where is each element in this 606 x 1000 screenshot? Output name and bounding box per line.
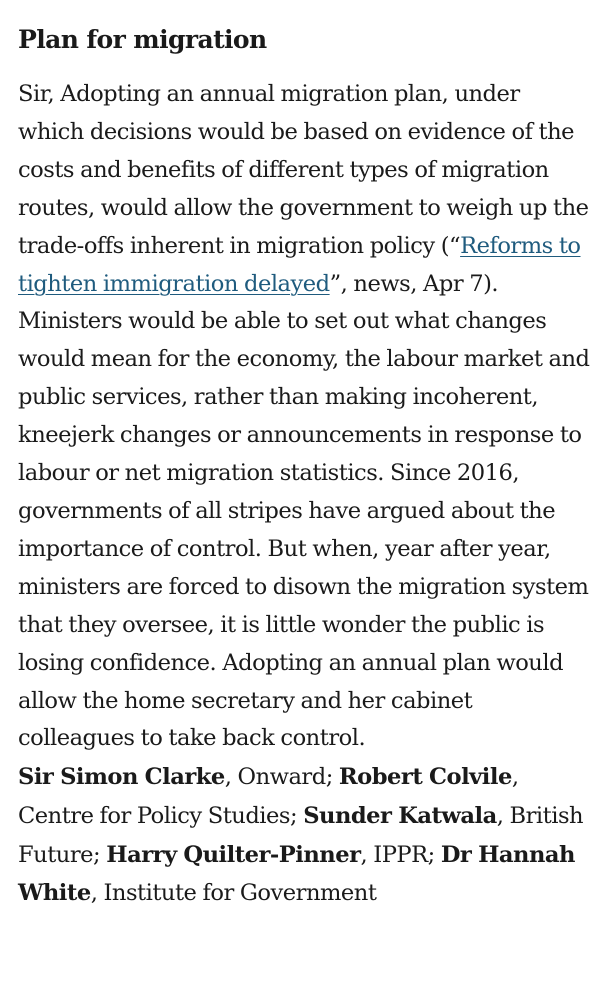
signatory-affiliation-colvile: , Centre for Policy Studies; [18,764,519,829]
signatory-affiliation-katwala: , British Future; [18,802,584,868]
signatory-name-katwala: Sunder Katwala [303,802,497,829]
signatory-name-clarke: Sir Simon Clarke [18,764,225,791]
signatories [18,758,590,912]
letter-body [18,76,590,758]
signatory-affiliation-clarke: , Onward; [224,764,339,791]
signatory-name-white: Dr Hannah White [18,841,575,907]
signatory-name-colvile: Robert Colvile [338,764,512,791]
signatory-affiliation-white: , Institute for Government [90,880,377,907]
letter-headline: Plan for migration [18,25,267,54]
letter-article [18,20,590,913]
signatory-name-quilter-pinner: Harry Quilter-Pinner [106,841,361,868]
letter-body-intro: Sir, Adopting an annual migration plan, under which decisions would be based on evidence of the costs and benefits of different types of migration routes, would allow the government to weigh up the trade-offs inherent in migration policy (“ [18,81,589,259]
article-link-reforms[interactable]: Reforms to tighten immigration delayed [18,232,581,297]
signatory-affiliation-quilter-pinner: , IPPR; [360,841,441,868]
letter-body-main: ”, news, Apr 7). Ministers would be able to set out what changes would mean for the economy, the labour market and public services, rather than making incoherent, kneejerk changes or announcements in response to labour or net migration statistics. Since 2016, governments of all stripes have argued about the importance of control. But when, year after year, ministers are forced to disown the migration system that they oversee, it is little wonder the public is losing confidence. Adopting an annual plan would allow the home secretary and her cabinet colleagues to take back control. [18,270,590,752]
